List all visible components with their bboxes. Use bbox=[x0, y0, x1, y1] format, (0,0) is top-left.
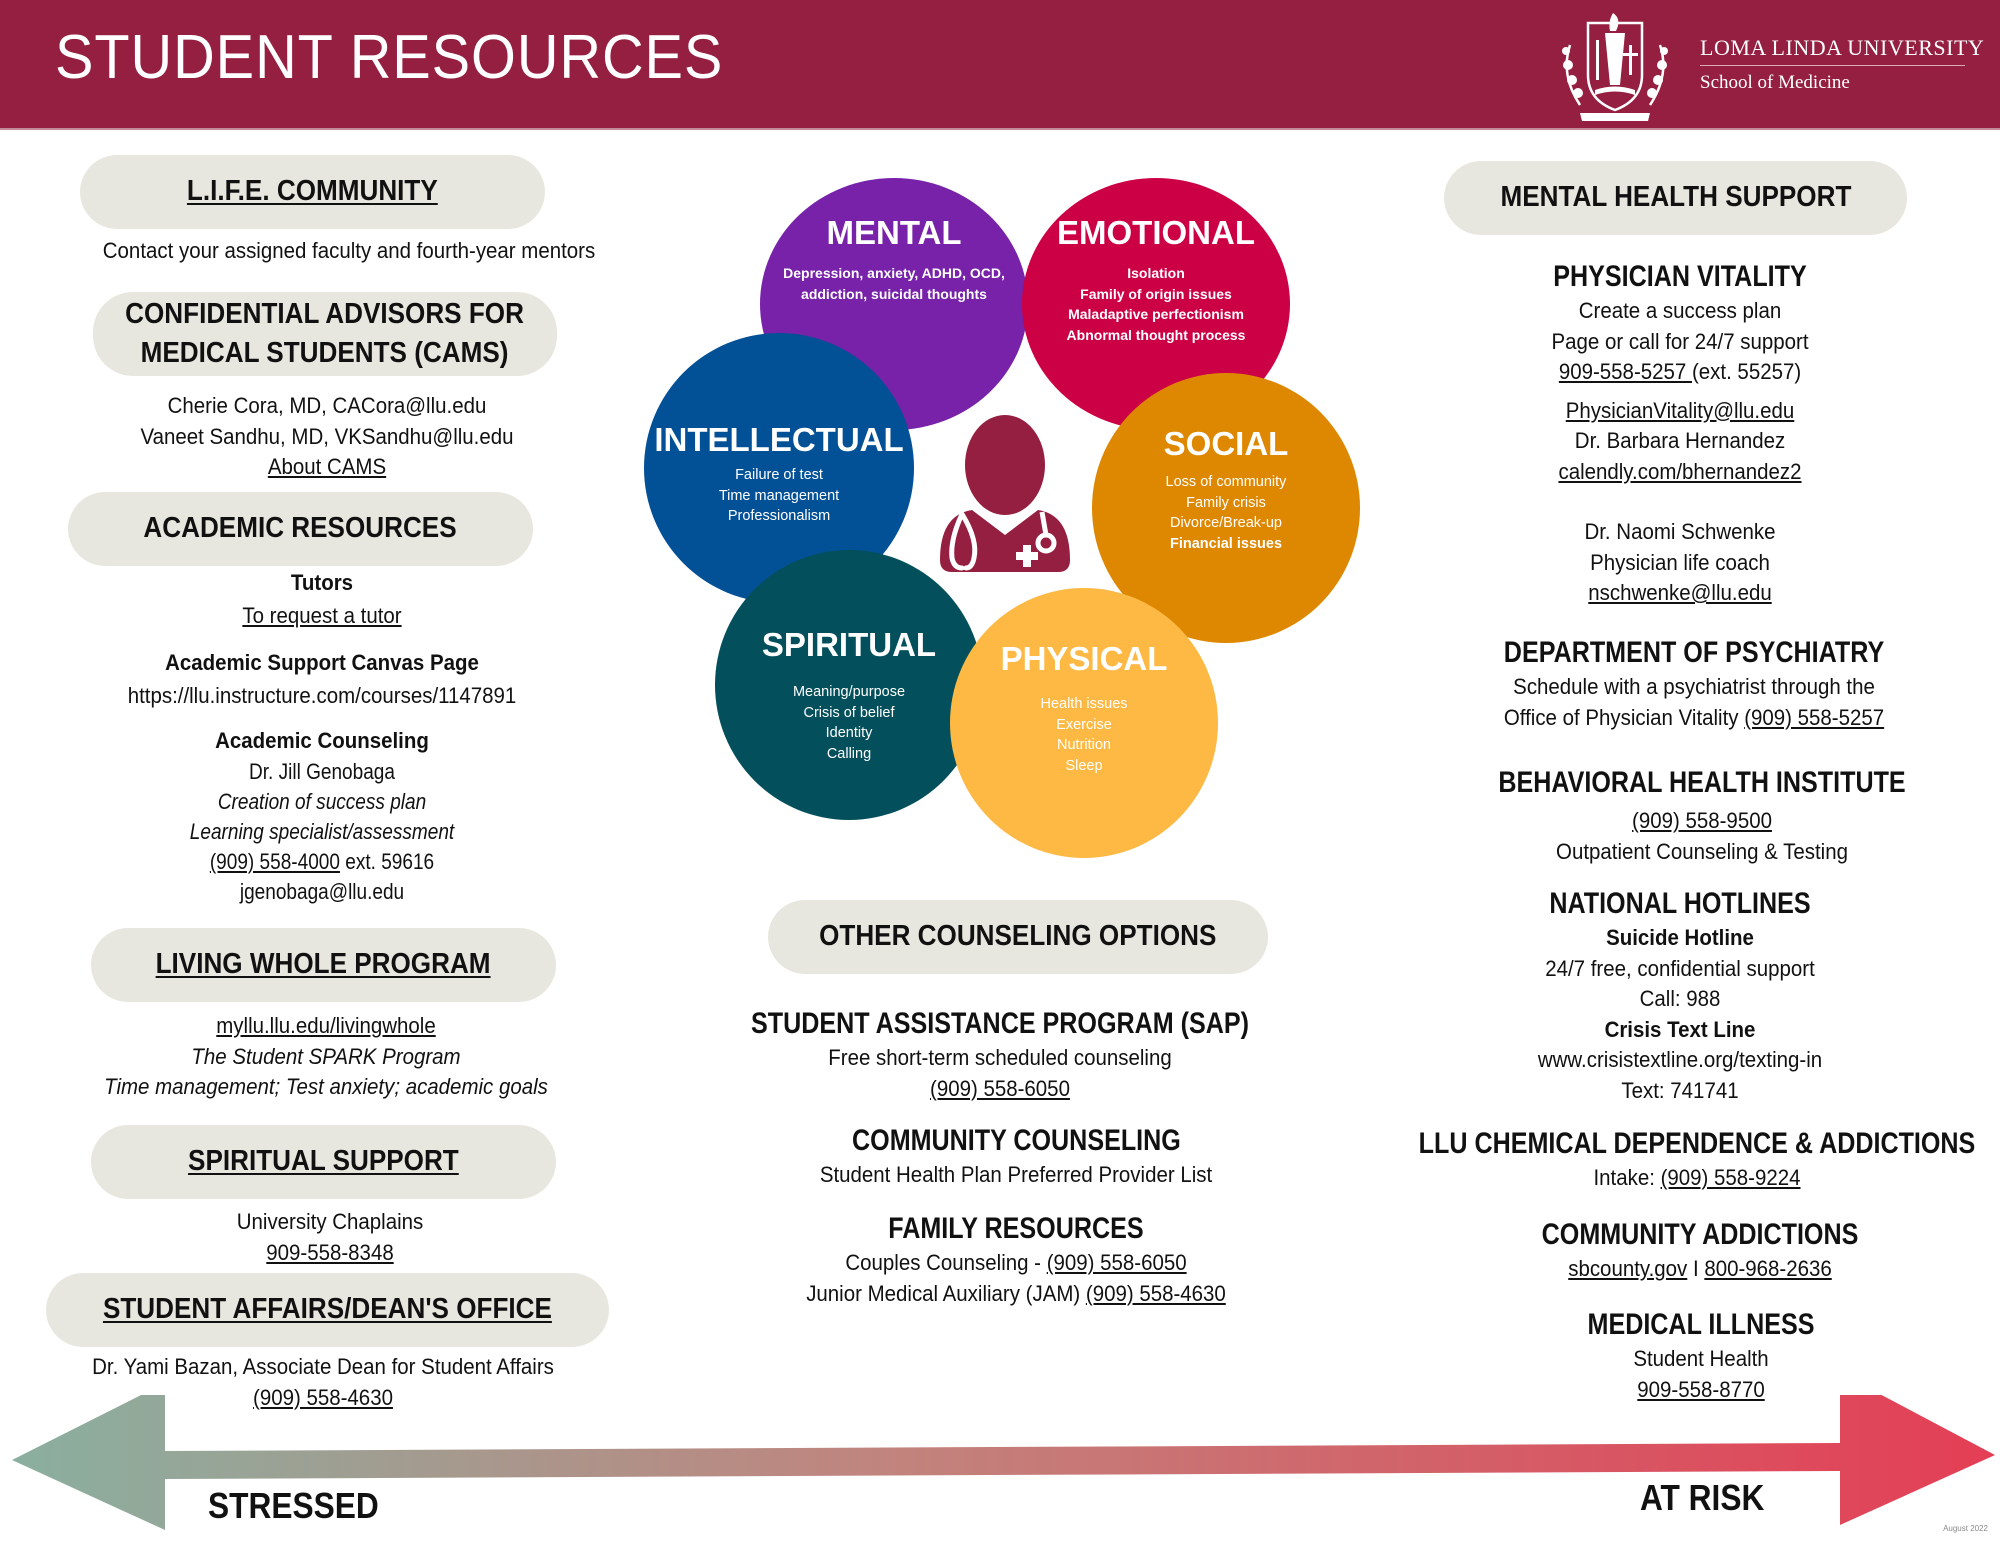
canvas-url[interactable]: https://llu.instructure.com/courses/1147891 bbox=[127, 683, 517, 708]
emotional-item: Maladaptive perfectionism bbox=[1068, 306, 1244, 322]
living-whole-heading[interactable]: LIVING WHOLE PROGRAM bbox=[156, 948, 491, 981]
emotional-item: Abnormal thought process bbox=[1066, 326, 1246, 343]
publication-date: August 2022 bbox=[1943, 1524, 1988, 1533]
psychiatry-heading bbox=[1483, 634, 1906, 672]
spiritual-support-heading[interactable]: SPIRITUAL SUPPORT bbox=[188, 1145, 459, 1178]
intellectual-item: Professionalism bbox=[727, 508, 831, 524]
separator: I bbox=[1687, 1256, 1705, 1281]
social-item: Financial issues bbox=[1169, 535, 1283, 552]
family-resources-heading bbox=[806, 1210, 1226, 1248]
living-whole-link[interactable]: myllu.llu.edu/livingwhole bbox=[216, 1013, 436, 1038]
community-counseling-heading-text[interactable]: COMMUNITY COUNSELING bbox=[851, 1124, 1181, 1157]
life-community-text-block bbox=[84, 236, 614, 267]
stressed-label: STRESSED bbox=[208, 1485, 379, 1526]
hotlines-block bbox=[1524, 885, 1836, 1106]
sap-heading-text[interactable]: STUDENT ASSISTANCE PROGRAM (SAP) bbox=[750, 1007, 1250, 1040]
intake-label: Intake: bbox=[1593, 1165, 1661, 1190]
vitality-line1: Create a success plan bbox=[1578, 298, 1782, 323]
vitality-contact2-role: Physician life coach bbox=[1590, 549, 1770, 575]
circle-spiritual bbox=[715, 550, 983, 820]
psychiatry-line2: Office of Physician Vitality bbox=[1503, 704, 1745, 730]
page-title: STUDENT RESOURCES bbox=[55, 23, 724, 92]
crest-icon bbox=[1550, 5, 1680, 125]
community-counseling-heading[interactable] bbox=[820, 1122, 1212, 1160]
community-addictions-heading-text: COMMUNITY ADDICTIONS bbox=[1541, 1218, 1859, 1251]
spiritual-item: Identity bbox=[825, 725, 873, 741]
physical-item: Sleep bbox=[1065, 757, 1103, 774]
physical-item: Health issues bbox=[1040, 696, 1128, 712]
spiritual-item: Calling bbox=[826, 745, 872, 762]
sap-heading[interactable] bbox=[723, 1005, 1276, 1043]
cams-contact-cora: Cherie Cora, MD, CACora@llu.edu bbox=[167, 393, 487, 418]
request-tutor-link[interactable]: To request a tutor bbox=[242, 603, 402, 628]
community-addictions-heading bbox=[1524, 1216, 1876, 1254]
academic-phone-link[interactable]: (909) 558-4000 bbox=[209, 849, 340, 874]
community-counseling-block bbox=[805, 1122, 1227, 1191]
community-addictions-phone[interactable]: 800-968-2636 bbox=[1704, 1256, 1832, 1281]
bhi-text: Outpatient Counseling & Testing bbox=[1556, 838, 1848, 864]
intellectual-item: Failure of test bbox=[735, 467, 823, 483]
crisis-text-number[interactable]: Text: 741741 bbox=[1621, 1077, 1739, 1103]
mental-title: MENTAL bbox=[826, 214, 962, 251]
emotional-title: EMOTIONAL bbox=[1057, 214, 1255, 251]
living-whole-pill[interactable] bbox=[91, 928, 556, 1002]
couples-line bbox=[806, 1248, 1226, 1279]
chemical-dependence-heading bbox=[1388, 1125, 2000, 1163]
cams-heading bbox=[126, 295, 525, 372]
suicide-hotline-title: Suicide Hotline bbox=[1606, 925, 1754, 950]
psychiatry-line1: Schedule with a psychiatrist through the bbox=[1513, 674, 1875, 699]
spiritual-items bbox=[715, 682, 983, 764]
intellectual-title: INTELLECTUAL bbox=[654, 421, 904, 458]
psychiatry-line2-row bbox=[1483, 703, 1906, 734]
vitality-contact-schwenke: Dr. Naomi Schwenke bbox=[1584, 519, 1776, 544]
medical-illness-heading-text: MEDICAL ILLNESS bbox=[1587, 1308, 1815, 1341]
cams-pill bbox=[93, 292, 557, 376]
suicide-hotline-call[interactable]: Call: 988 bbox=[1639, 986, 1721, 1011]
bhi-heading[interactable] bbox=[1476, 764, 1929, 802]
family-resources-heading-text: FAMILY RESOURCES bbox=[888, 1212, 1144, 1245]
social-item: Divorce/Break-up bbox=[1169, 515, 1282, 531]
counseling-service-2: Learning specialist/assessment bbox=[189, 819, 455, 844]
sap-block bbox=[702, 1005, 1297, 1104]
social-title: SOCIAL bbox=[1163, 425, 1289, 462]
mental-item: Depression, anxiety, ADHD, OCD, bbox=[783, 265, 1005, 281]
medical-illness-heading bbox=[1575, 1306, 1827, 1344]
couples-label: Couples Counseling - bbox=[845, 1250, 1047, 1275]
social-item: Loss of community bbox=[1165, 474, 1287, 490]
physical-title: PHYSICAL bbox=[1000, 640, 1168, 677]
community-addictions-block bbox=[1511, 1216, 1889, 1285]
cams-contacts bbox=[126, 391, 527, 483]
vitality-calendly-link[interactable]: calendly.com/bhernandez2 bbox=[1558, 458, 1802, 484]
cams-contact-sandhu: Vaneet Sandhu, MD, VKSandhu@llu.edu bbox=[140, 423, 514, 449]
crisis-text-url[interactable]: www.crisistextline.org/texting-in bbox=[1537, 1047, 1823, 1072]
student-health-phone[interactable]: 909-558-8770 bbox=[1637, 1376, 1765, 1402]
academic-resources-block bbox=[113, 566, 531, 907]
spiritual-support-block bbox=[230, 1207, 431, 1268]
life-community-heading[interactable]: L.I.F.E. COMMUNITY bbox=[187, 175, 438, 208]
counseling-service-1: Creation of success plan bbox=[217, 789, 427, 814]
vitality-contact-hernandez: Dr. Barbara Hernandez bbox=[1574, 428, 1786, 453]
student-health-text: Student Health bbox=[1633, 1346, 1769, 1371]
hotlines-heading bbox=[1535, 885, 1825, 923]
university-name: LOMA LINDA UNIVERSITY bbox=[1700, 35, 1985, 60]
sbcounty-link[interactable]: sbcounty.gov bbox=[1568, 1256, 1688, 1281]
emotional-item: Isolation bbox=[1127, 265, 1185, 281]
intake-phone[interactable]: (909) 558-9224 bbox=[1660, 1165, 1801, 1190]
suicide-hotline-text: 24/7 free, confidential support bbox=[1545, 955, 1815, 981]
jam-label: Junior Medical Auxiliary (JAM) bbox=[806, 1280, 1086, 1306]
bhi-phone[interactable]: (909) 558-9500 bbox=[1632, 808, 1772, 833]
psychiatry-heading-text: DEPARTMENT OF PSYCHIATRY bbox=[1503, 636, 1885, 669]
student-affairs-contact: Dr. Yami Bazan, Associate Dean for Student Affairs bbox=[92, 1354, 554, 1379]
circle-physical bbox=[950, 588, 1218, 858]
school-name: School of Medicine bbox=[1700, 72, 1850, 93]
spiritual-title: SPIRITUAL bbox=[761, 626, 937, 663]
community-addictions-line bbox=[1524, 1254, 1876, 1285]
vitality-ext: (ext. 55257) bbox=[1691, 359, 1802, 384]
vitality-email[interactable]: PhysicianVitality@llu.edu bbox=[1565, 397, 1795, 423]
physical-item: Nutrition bbox=[1057, 737, 1111, 753]
chaplains-phone[interactable]: 909-558-8348 bbox=[266, 1239, 394, 1265]
other-counseling-heading: OTHER COUNSELING OPTIONS bbox=[819, 920, 1217, 953]
psychiatry-phone[interactable]: (909) 558-5257 bbox=[1744, 704, 1885, 730]
living-whole-topics: Time management; Test anxiety; academic goals bbox=[104, 1074, 548, 1099]
crisis-text-title: Crisis Text Line bbox=[1604, 1016, 1756, 1042]
physical-item: Exercise bbox=[1056, 716, 1112, 733]
life-community-text: Contact your assigned faculty and fourth-year mentors bbox=[102, 238, 596, 263]
vitality-phone-line bbox=[1539, 357, 1821, 388]
sap-text: Free short-term scheduled counseling bbox=[828, 1045, 1172, 1070]
student-affairs-pill[interactable] bbox=[46, 1273, 609, 1347]
spiritual-item: Crisis of belief bbox=[803, 704, 895, 721]
emotional-items bbox=[1022, 263, 1290, 345]
physician-vitality-heading-text[interactable]: PHYSICIAN VITALITY bbox=[1553, 260, 1807, 293]
physician-vitality-heading[interactable] bbox=[1539, 258, 1821, 296]
mental-item: addiction, suicidal thoughts bbox=[801, 285, 987, 302]
jam-phone[interactable]: (909) 558-4630 bbox=[1085, 1280, 1226, 1306]
sap-phone[interactable]: (909) 558-6050 bbox=[930, 1075, 1070, 1101]
counselor-name: Dr. Jill Genobaga bbox=[249, 759, 395, 784]
physician-vitality-block bbox=[1529, 258, 1832, 609]
student-affairs-phone[interactable]: (909) 558-4630 bbox=[253, 1384, 393, 1410]
university-logo[interactable] bbox=[1550, 5, 1990, 125]
psychiatry-block bbox=[1467, 634, 1921, 733]
academic-phone-line bbox=[141, 847, 502, 877]
bhi-heading-text[interactable]: BEHAVIORAL HEALTH INSTITUTE bbox=[1498, 766, 1906, 799]
cams-heading-line2: MEDICAL STUDENTS (CAMS) bbox=[141, 337, 509, 369]
mental-items bbox=[760, 263, 1028, 304]
academic-resources-pill bbox=[68, 492, 533, 566]
academic-resources-heading: ACADEMIC RESOURCES bbox=[143, 512, 458, 545]
physical-items bbox=[950, 694, 1218, 776]
tutors-title: Tutors bbox=[290, 570, 354, 595]
student-affairs-heading[interactable]: STUDENT AFFAIRS/DEAN'S OFFICE bbox=[103, 1293, 552, 1326]
vitality-phone[interactable]: 909-558-5257 bbox=[1558, 359, 1692, 384]
intellectual-item: Time management bbox=[718, 487, 840, 504]
vitality-contact2-email[interactable]: nschwenke@llu.edu bbox=[1588, 580, 1772, 605]
social-items bbox=[1092, 472, 1360, 554]
mental-health-support-pill bbox=[1444, 161, 1907, 235]
header-banner bbox=[0, 0, 2000, 130]
canvas-title: Academic Support Canvas Page bbox=[165, 650, 479, 675]
medical-illness-block bbox=[1565, 1306, 1836, 1405]
chemical-intake-line bbox=[1388, 1163, 2000, 1194]
mental-health-support-heading: MENTAL HEALTH SUPPORT bbox=[1500, 181, 1851, 214]
academic-counseling-title: Academic Counseling bbox=[215, 728, 429, 753]
cams-heading-line1: CONFIDENTIAL ADVISORS FOR bbox=[125, 298, 525, 331]
emotional-item: Family of origin issues bbox=[1080, 285, 1232, 302]
family-resources-block bbox=[790, 1210, 1241, 1309]
logo-divider bbox=[1700, 65, 1965, 66]
other-counseling-pill bbox=[768, 900, 1268, 974]
academic-phone-ext: ext. 59616 bbox=[339, 849, 435, 874]
spark-program: The Student SPARK Program bbox=[191, 1043, 461, 1069]
spiritual-support-pill[interactable] bbox=[91, 1125, 556, 1199]
academic-email[interactable]: jgenobaga@llu.edu bbox=[239, 879, 405, 904]
at-risk-label: AT RISK bbox=[1640, 1477, 1765, 1518]
chemical-dependence-heading-text: LLU CHEMICAL DEPENDENCE & ADDICTIONS bbox=[1418, 1127, 1976, 1160]
chaplains-text: University Chaplains bbox=[236, 1209, 424, 1234]
chemical-dependence-block bbox=[1364, 1125, 2000, 1194]
vitality-line2: Page or call for 24/7 support bbox=[1551, 328, 1809, 354]
bhi-block bbox=[1459, 764, 1946, 867]
couples-phone[interactable]: (909) 558-6050 bbox=[1046, 1250, 1187, 1275]
living-whole-block bbox=[87, 1011, 564, 1103]
hotlines-heading-text: NATIONAL HOTLINES bbox=[1549, 887, 1811, 920]
spiritual-item: Meaning/purpose bbox=[792, 684, 906, 700]
about-cams-link[interactable]: About CAMS bbox=[267, 454, 387, 479]
doctor-icon bbox=[930, 410, 1080, 580]
intellectual-items bbox=[644, 465, 914, 527]
community-counseling-text: Student Health Plan Preferred Provider List bbox=[819, 1162, 1213, 1187]
jam-line bbox=[806, 1279, 1226, 1310]
social-item: Family crisis bbox=[1186, 494, 1266, 511]
life-community-pill[interactable] bbox=[80, 155, 545, 229]
